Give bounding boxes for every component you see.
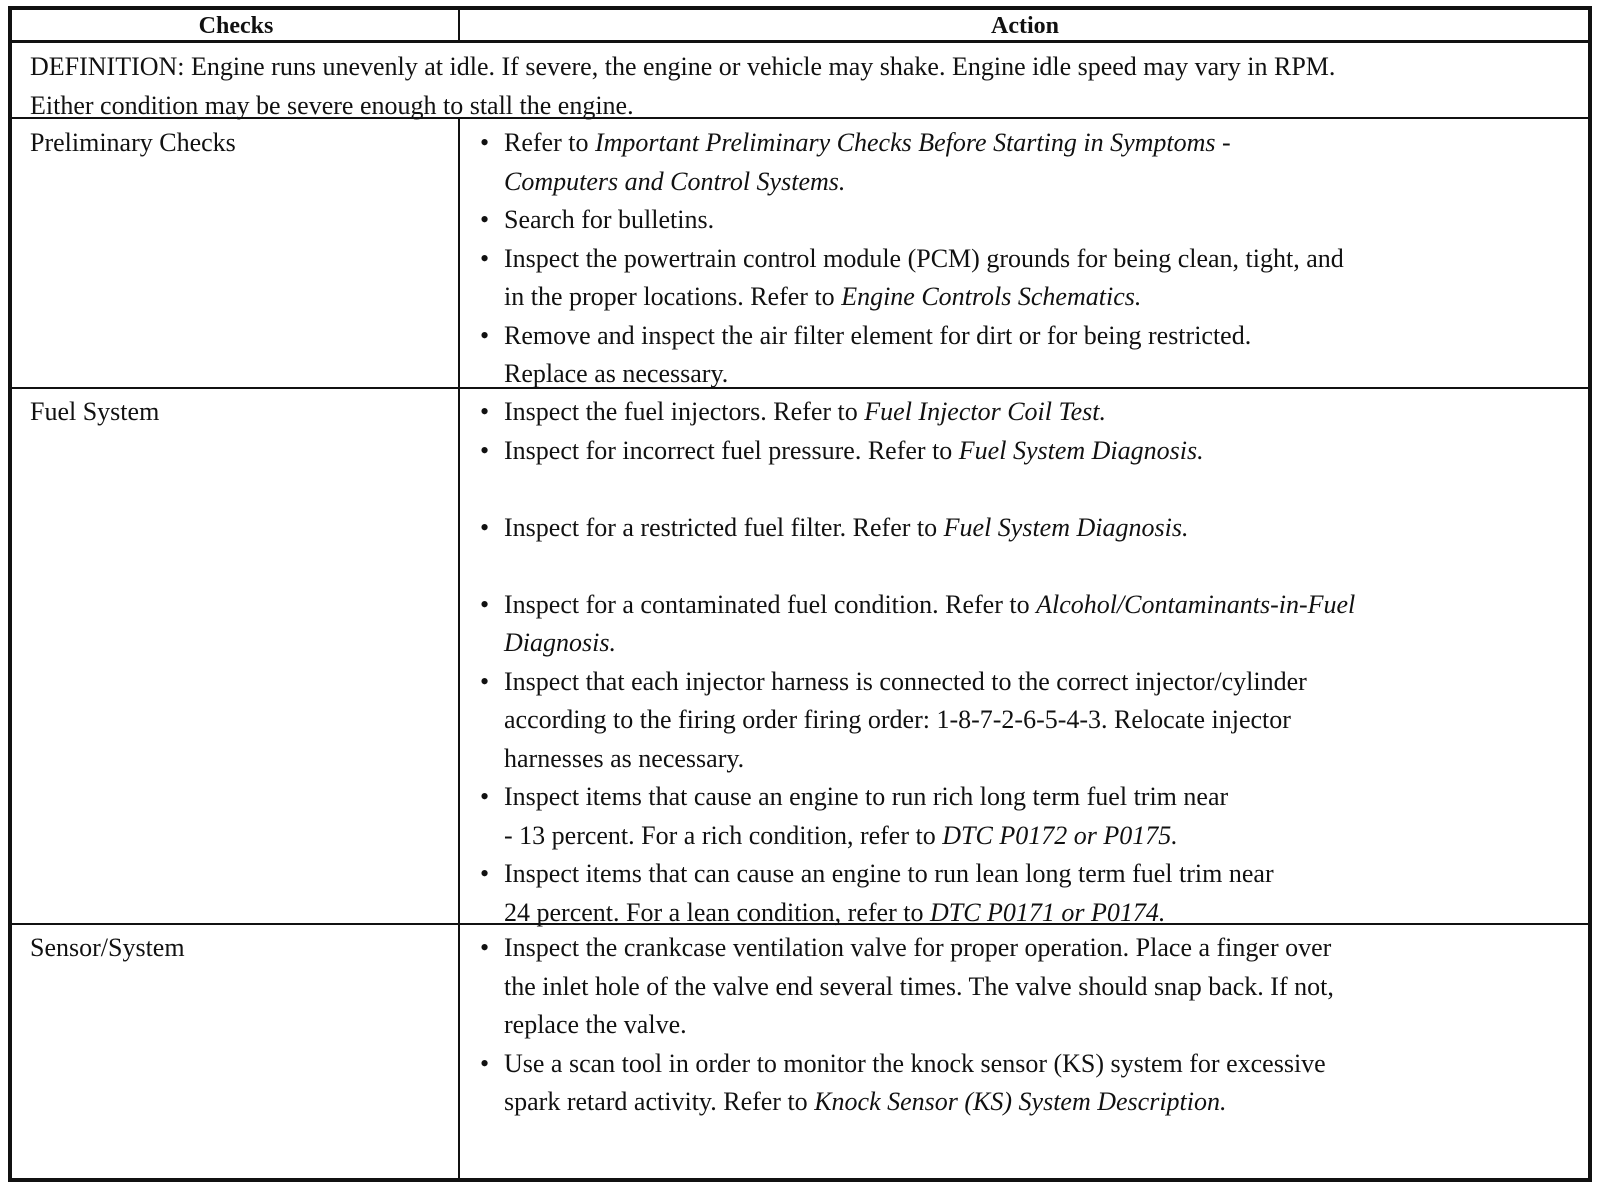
action-bullet: [480, 586, 1580, 663]
action-line: [504, 201, 1580, 240]
action-text: Inspect for a contaminated fuel condition. Refer to: [504, 589, 1037, 619]
row-actions-fuel-system: [480, 393, 1580, 932]
action-reference: Alcohol/Contaminants-in-Fuel: [1036, 589, 1356, 619]
action-text: spark retard activity. Refer to: [504, 1087, 815, 1116]
action-bullet: [480, 201, 1580, 240]
action-bullet: [480, 855, 1580, 932]
action-line: [504, 317, 1580, 356]
column-header-checks: Checks: [198, 13, 274, 39]
action-line: [504, 663, 1580, 702]
action-text: 24 percent. For a lean condition, refer to: [504, 897, 930, 927]
action-line: [504, 509, 1580, 548]
action-line: [504, 432, 1580, 471]
action-reference: Fuel System Diagnosis.: [943, 512, 1189, 542]
definition-line: Either condition may be severe enough to stall the engine.: [30, 90, 634, 120]
column-divider-top: [458, 117, 460, 389]
action-line: [504, 1083, 1580, 1122]
action-line: [504, 968, 1580, 1007]
action-text: Inspect that each injector harness is connected to the correct injector/cylinder: [504, 666, 1307, 696]
definition-line: DEFINITION: Engine runs unevenly at idle. If severe, the engine or vehicle may shake. Engine idle speed may vary in RPM.: [30, 52, 1336, 81]
action-line: [504, 393, 1580, 432]
action-bullet: [480, 124, 1580, 201]
action-line: [504, 624, 1580, 663]
action-line: [504, 1006, 1580, 1045]
header-divider: [458, 10, 460, 42]
action-text: in the proper locations. Refer to: [504, 282, 842, 311]
action-text: Replace as necessary.: [504, 359, 729, 388]
action-text: Inspect items that can cause an engine to run lean long term fuel trim near: [504, 859, 1274, 888]
row-label-sensor-system: Sensor/System: [30, 933, 185, 962]
action-bullet: [480, 317, 1580, 394]
action-bullet: [480, 778, 1580, 855]
action-bullet: [480, 393, 1580, 432]
column-header-action: Action: [991, 13, 1059, 39]
action-reference: Fuel System Diagnosis.: [958, 435, 1204, 465]
action-text: Remove and inspect the air filter element for dirt or for being restricted.: [504, 320, 1252, 350]
action-text: Inspect the fuel injectors. Refer to: [504, 397, 865, 426]
action-reference: Knock Sensor (KS) System Description.: [814, 1087, 1227, 1116]
action-text: - 13 percent. For a rich condition, refer to: [504, 820, 943, 850]
action-bullet: [480, 509, 1580, 548]
action-reference: Diagnosis.: [504, 628, 616, 657]
row-actions-sensor-system: [480, 929, 1580, 1122]
header-rule: [12, 40, 1588, 43]
action-text: Inspect the powertrain control module (PCM) grounds for being clean, tight, and: [504, 243, 1344, 273]
action-line: [504, 124, 1580, 163]
row-label-preliminary: Preliminary Checks: [30, 128, 236, 157]
action-text: Inspect items that cause an engine to run rich long term fuel trim near: [504, 782, 1229, 811]
action-text: Search for bulletins.: [504, 205, 715, 234]
action-line: [504, 855, 1580, 894]
action-line: [504, 1045, 1580, 1084]
action-line: [504, 740, 1580, 779]
action-text: Inspect for incorrect fuel pressure. Refer to: [504, 435, 959, 465]
diagnostic-table: [8, 6, 1592, 1182]
action-bullet: [480, 1045, 1580, 1122]
action-line: [504, 817, 1580, 856]
definition-text: [30, 48, 1570, 125]
action-line: [504, 278, 1580, 317]
action-text: replace the valve.: [504, 1010, 687, 1039]
action-bullet: [480, 432, 1580, 471]
row-actions-preliminary: [480, 124, 1580, 394]
action-line: [504, 163, 1580, 202]
action-text: the inlet hole of the valve end several times. The valve should snap back. If not,: [504, 971, 1334, 1001]
action-text: Use a scan tool in order to monitor the knock sensor (KS) system for excessive: [504, 1048, 1326, 1078]
action-reference: DTC P0171 or P0174.: [929, 897, 1166, 927]
action-line: [504, 355, 1580, 394]
action-reference: Computers and Control Systems.: [504, 166, 846, 196]
action-text: Inspect the crankcase ventilation valve for proper operation. Place a finger over: [504, 933, 1332, 962]
action-reference: Important Preliminary Checks Before Starting in Symptoms -: [594, 128, 1231, 157]
action-line: [504, 240, 1580, 279]
action-reference: Fuel Injector Coil Test.: [864, 397, 1106, 426]
action-line: [504, 778, 1580, 817]
action-reference: Engine Controls Schematics.: [841, 282, 1142, 311]
action-reference: DTC P0172 or P0175.: [942, 820, 1178, 850]
action-line: [504, 701, 1580, 740]
spacer: [480, 547, 1580, 586]
column-divider: [458, 388, 460, 1182]
action-bullet: [480, 663, 1580, 779]
action-text: Inspect for a restricted fuel filter. Refer to: [504, 512, 944, 542]
action-text: according to the firing order firing order: 1-8-7-2-6-5-4-3. Relocate injector: [504, 705, 1291, 734]
action-text: Refer to: [504, 128, 595, 157]
action-line: [504, 894, 1580, 933]
action-text: harnesses as necessary.: [504, 743, 745, 773]
action-bullet: [480, 929, 1580, 1045]
action-line: [504, 929, 1580, 968]
action-line: [504, 586, 1580, 625]
spacer: [480, 470, 1580, 509]
action-bullet: [480, 240, 1580, 317]
row-label-fuel-system: Fuel System: [30, 397, 160, 426]
